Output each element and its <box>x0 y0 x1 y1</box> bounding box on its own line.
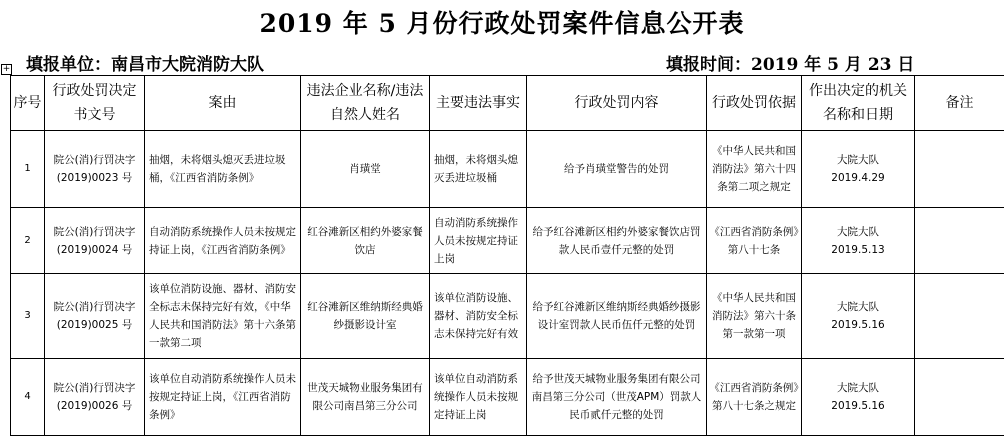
row-remark <box>915 359 1004 436</box>
row-authority: 大院大队 <box>804 379 912 397</box>
table-row <box>11 359 1004 436</box>
header-facts: 主要违法事实 <box>430 76 527 131</box>
header-authority-date: 作出决定的机关名称和日期 <box>802 76 915 131</box>
table-row <box>11 131 1004 208</box>
penalty-table <box>10 75 1004 436</box>
row-authority: 大院大队 <box>804 223 912 241</box>
row-authority-date <box>802 274 915 359</box>
row-authority-date <box>802 131 915 208</box>
row-authority: 大院大队 <box>804 298 912 316</box>
table-row <box>11 274 1004 359</box>
row-party: 红谷滩新区维纳斯经典婚纱摄影设计室 <box>301 274 430 359</box>
row-basis: 《江西省消防条例》第八十七条之规定 <box>707 359 802 436</box>
row-doc-no: 院公(消)行罚决字(2019)0023 号 <box>45 131 145 208</box>
row-seq: 3 <box>11 274 45 359</box>
row-authority: 大院大队 <box>804 151 912 169</box>
row-seq: 2 <box>11 208 45 274</box>
row-content: 给予红谷滩新区维纳斯经典婚纱摄影设计室罚款人民币伍仟元整的处罚 <box>527 274 707 359</box>
row-doc-no: 院公(消)行罚决字(2019)0025 号 <box>45 274 145 359</box>
row-cause: 该单位消防设施、器材、消防安全标志未保持完好有效，《中华人民共和国消防法》第十六条第一款第二项 <box>145 274 301 359</box>
row-doc-no: 院公(消)行罚决字(2019)0024 号 <box>45 208 145 274</box>
row-seq: 4 <box>11 359 45 436</box>
row-remark <box>915 208 1004 274</box>
reporting-unit: 填报单位：南昌市大院消防大队 <box>26 50 264 75</box>
row-facts: 自动消防系统操作人员未按规定持证上岗 <box>430 208 527 274</box>
header-remark: 备注 <box>915 76 1004 131</box>
header-content: 行政处罚内容 <box>527 76 707 131</box>
row-date: 2019.5.16 <box>804 316 912 334</box>
row-party: 红谷滩新区相约外婆家餐饮店 <box>301 208 430 274</box>
row-remark <box>915 274 1004 359</box>
row-facts: 该单位消防设施、器材、消防安全标志未保持完好有效 <box>430 274 527 359</box>
row-facts: 该单位自动消防系统操作人员未按规定持证上岗 <box>430 359 527 436</box>
page-title: 2019 年 5 月份行政处罚案件信息公开表 <box>0 4 1004 40</box>
header-basis: 行政处罚依据 <box>707 76 802 131</box>
row-basis: 《江西省消防条例》第八十七条 <box>707 208 802 274</box>
row-seq: 1 <box>11 131 45 208</box>
header-doc-no: 行政处罚决定书文号 <box>45 76 145 131</box>
move-cross-icon[interactable]: + <box>1 64 12 75</box>
reporting-time: 填报时间：2019 年 5 月 23 日 <box>666 50 914 75</box>
row-date: 2019.5.13 <box>804 241 912 259</box>
row-remark <box>915 131 1004 208</box>
header-row <box>11 76 1004 131</box>
table-row <box>11 208 1004 274</box>
row-basis: 《中华人民共和国消防法》第六十条第一款第一项 <box>707 274 802 359</box>
row-date: 2019.4.29 <box>804 169 912 187</box>
row-party: 世茂天城物业服务集团有限公司南昌第三分公司 <box>301 359 430 436</box>
row-basis: 《中华人民共和国消防法》第六十四条第二项之规定 <box>707 131 802 208</box>
row-doc-no: 院公(消)行罚决字(2019)0026 号 <box>45 359 145 436</box>
row-authority-date <box>802 208 915 274</box>
row-cause: 自动消防系统操作人员未按规定持证上岗，《江西省消防条例》 <box>145 208 301 274</box>
row-authority-date <box>802 359 915 436</box>
row-cause: 抽烟，未将烟头熄灭丢进垃圾桶，《江西省消防条例》 <box>145 131 301 208</box>
header-cause: 案由 <box>145 76 301 131</box>
row-content: 给予红谷滩新区相约外婆家餐饮店罚款人民币壹仟元整的处罚 <box>527 208 707 274</box>
row-content: 给予世茂天城物业服务集团有限公司南昌第三分公司（世茂APM）罚款人民币贰仟元整的处罚 <box>527 359 707 436</box>
header-seq: 序号 <box>11 76 45 131</box>
header-party: 违法企业名称/违法自然人姓名 <box>301 76 430 131</box>
row-cause: 该单位自动消防系统操作人员未按规定持证上岗，《江西省消防条例》 <box>145 359 301 436</box>
row-facts: 抽烟，未将烟头熄灭丢进垃圾桶 <box>430 131 527 208</box>
row-party: 肖璜堂 <box>301 131 430 208</box>
row-date: 2019.5.16 <box>804 397 912 415</box>
row-content: 给予肖璜堂警告的处罚 <box>527 131 707 208</box>
